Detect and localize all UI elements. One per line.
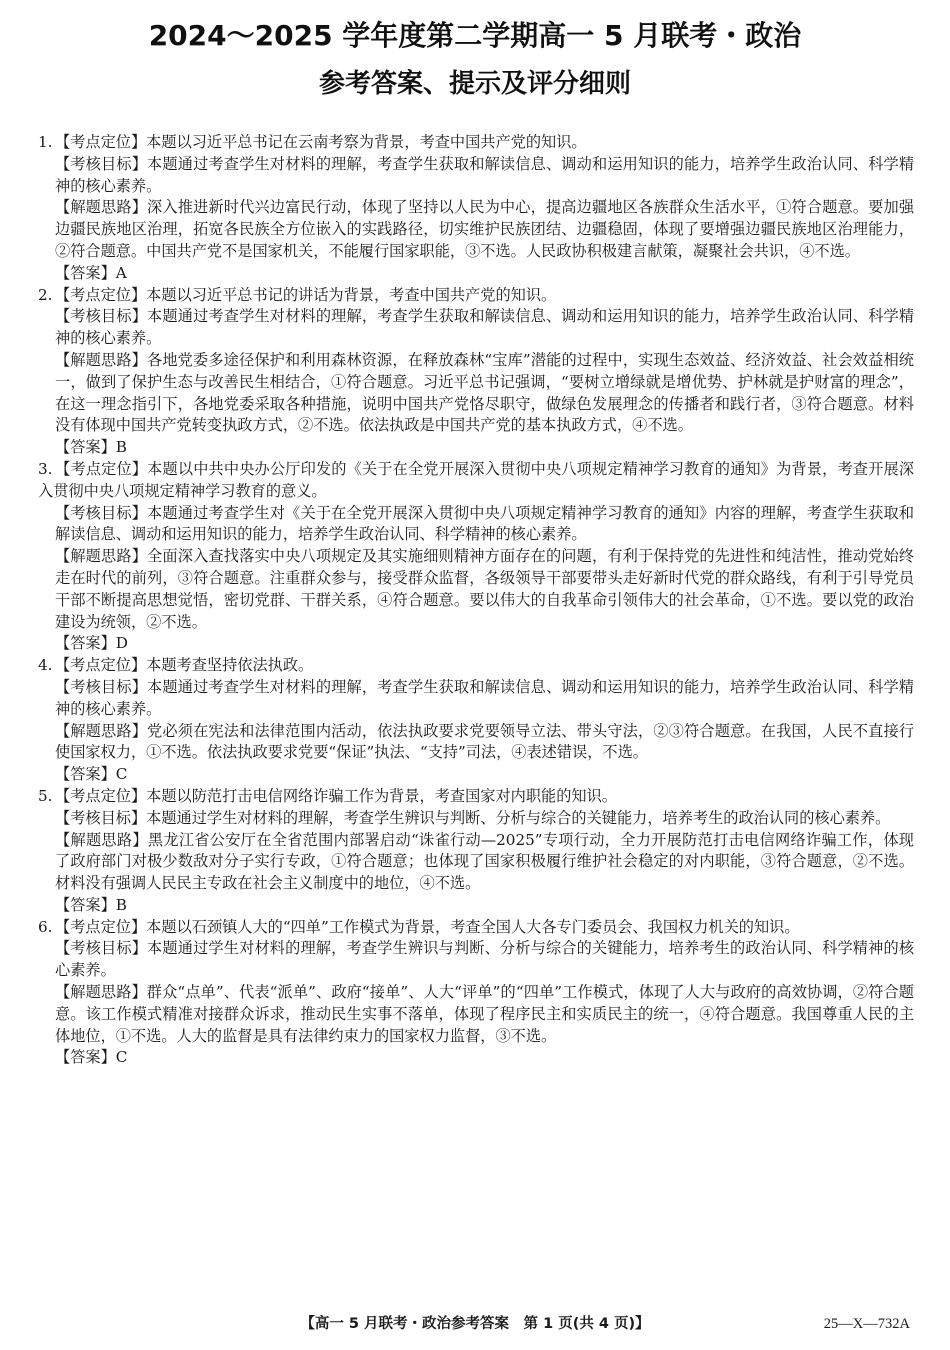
question-number: 6. bbox=[38, 917, 53, 936]
page-subtitle: 参考答案、提示及评分细则 bbox=[318, 69, 631, 99]
answer-line: 【答案】C bbox=[55, 765, 128, 784]
question-number: 2. bbox=[38, 285, 53, 304]
question-line: 4. 【考点定位】本题考查坚持依法执政。 bbox=[38, 655, 914, 677]
question-number: 3. bbox=[38, 459, 53, 478]
question-line: 【考核目标】本题通过学生对材料的理解，考查学生辨识与判断、分析与综合的关键能力，培养考生的政治认同、科学精神的核心素养。 bbox=[55, 939, 914, 980]
question-line: 【解题思路】黑龙江省公安厅在全省范围内部署启动“诛雀行动—2025”专项行动，全力开展防范打击电信网络诈骗工作，体现了政府部门对极少数敌对分子实行专政，①符合题意；也体现了国家积极履行维护社会稳定的对内职能，③符合题意，②不选。材料没有强调人民民主专政在社会主义制度中的地位，④不选。 bbox=[55, 830, 914, 893]
question-number: 5. bbox=[38, 786, 53, 805]
question-line: 【解题思路】深入推进新时代兴边富民行动，体现了坚持以人民为中心，提高边疆地区各族群众生活水平，①符合题意。要加强边疆民族地区治理，拓宽各民族全方位嵌入的实践路径，切实维护民族团结、边疆稳固，体现了要增强边疆民族地区治理能力，②符合题意。中国共产党不是国家机关，不能履行国家职能，③不选。人民政协积极建言献策，凝聚社会共识，④不选。 bbox=[55, 198, 914, 260]
question-line: 【考核目标】本题通过考查学生对材料的理解，考查学生获取和解读信息、调动和运用知识的能力，培养学生政治认同、科学精神的核心素养。 bbox=[55, 307, 914, 348]
page-footer bbox=[0, 1312, 950, 1336]
question-line: 1. 【考点定位】本题以习近平总书记在云南考察为背景，考查中国共产党的知识。 bbox=[38, 132, 914, 154]
question-line: 【考核目标】本题通过考查学生对材料的理解，考查学生获取和解读信息、调动和运用知识的能力，培养学生政治认同、科学精神的核心素养。 bbox=[55, 677, 914, 718]
question-line: 5. 【考点定位】本题以防范打击电信网络诈骗工作为背景，考查国家对内职能的知识。 bbox=[38, 786, 914, 808]
question-line: 3. 【考点定位】本题以中共中央办公厅印发的《关于在全党开展深入贯彻中央八项规定精神学习教育的通知》为背景，考查开展深入贯彻中央八项规定精神学习教育的意义。 bbox=[38, 459, 914, 500]
question-line: 【解题思路】全面深入查找落实中央八项规定及其实施细则精神方面存在的问题，有利于保持党的先进性和纯洁性，推动党始终走在时代的前列，③符合题意。注重群众参与，接受群众监督，各级领导干部要带头走好新时代党的群众路线，有利于引导党员干部不断提高思想觉悟，密切党群、干群关系，④符合题意。要以伟大的自我革命引领伟大的社会革命，①不选。要以党的政治建设为统领，②不选。 bbox=[55, 547, 914, 631]
page-title: 2024～2025 学年度第二学期高一 5 月联考・政治 bbox=[148, 19, 802, 52]
question-number: 1. bbox=[38, 133, 53, 151]
question-line: 【考核目标】本题通过考查学生对材料的理解，考查学生获取和解读信息、调动和运用知识的能力，培养学生政治认同、科学精神的核心素养。 bbox=[55, 154, 914, 195]
footer-page-label: 【高一 5 月联考・政治参考答案 第 1 页(共 4 页)】 bbox=[300, 1316, 650, 1332]
question-6 bbox=[38, 917, 914, 1070]
question-2 bbox=[38, 285, 914, 459]
question-3 bbox=[38, 459, 914, 655]
answer-content bbox=[38, 132, 914, 1069]
question-4 bbox=[38, 655, 914, 786]
question-line: 【解题思路】各地党委多途径保护和利用森林资源，在释放森林“宝库”潜能的过程中，实现生态效益、经济效益、社会效益相统一，做到了保护生态与改善民生相结合，①符合题意。习近平总书记强调，“要树立增绿就是增优势、护林就是护财富的理念”，在这一理念指引下，各地党委采取各种措施，说明中国共产党恪尽职守，做绿色发展理念的传播者和践行者，③符合题意。材料没有体现中国共产党转变执政方式，②不选。依法执政是中国共产党的基本执政方式，④不选。 bbox=[55, 350, 914, 435]
question-line: 【考核目标】本题通过考查学生对《关于在全党开展深入贯彻中央八项规定精神学习教育的通知》内容的理解，考查学生获取和解读信息、调动和运用知识的能力，培养学生政治认同、科学精神的核心素养。 bbox=[55, 503, 914, 544]
answer-line: 【答案】A bbox=[55, 263, 127, 282]
question-1 bbox=[38, 132, 914, 285]
question-number: 4. bbox=[38, 656, 53, 675]
answer-line: 【答案】B bbox=[55, 895, 127, 914]
question-line: 2. 【考点定位】本题以习近平总书记的讲话为背景，考查中国共产党的知识。 bbox=[38, 285, 914, 307]
question-line: 6. 【考点定位】本题以石颈镇人大的“四单”工作模式为背景，考查全国人大各专门委员会、我国权力机关的知识。 bbox=[38, 917, 914, 939]
question-line: 【解题思路】党必须在宪法和法律范围内活动，依法执政要求党要领导立法、带头守法，②③符合题意。在我国，人民不直接行使国家权力，①不选。依法执政要求党要“保证”执法、“支持”司法，④表述错误，不选。 bbox=[55, 721, 914, 762]
question-5 bbox=[38, 786, 914, 917]
footer-paper-code: 25—X—732A bbox=[823, 1316, 910, 1332]
answer-line: 【答案】C bbox=[55, 1048, 128, 1067]
answer-line: 【答案】D bbox=[55, 634, 128, 653]
question-line: 【考核目标】本题通过学生对材料的理解，考查学生辨识与判断、分析与综合的关键能力，培养考生的政治认同的核心素养。 bbox=[55, 808, 891, 827]
answer-line: 【答案】B bbox=[55, 438, 127, 457]
question-line: 【解题思路】群众“点单”、代表“派单”、政府“接单”、人大“评单”的“四单”工作模式，体现了人大与政府的高效协调，②符合题意。该工作模式精准对接群众诉求，推动民生实事不落单，体现了程序民主和实质民主的统一，④符合题意。我国尊重人民的主体地位，①不选。人大的监督是具有法律约束力的国家权力监督，③不选。 bbox=[55, 983, 914, 1045]
